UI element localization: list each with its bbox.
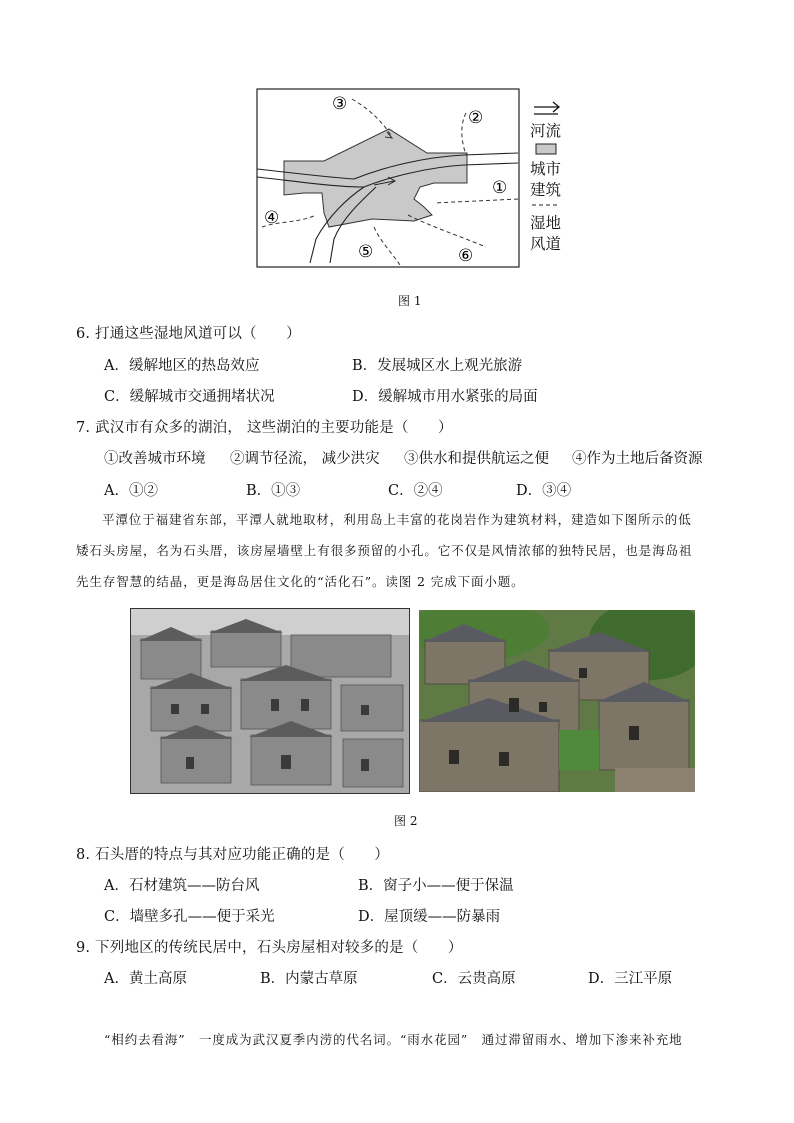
legend-building-icon xyxy=(536,144,556,154)
q6-option-d: D．缓解城市用水紧张的局面 xyxy=(352,389,538,405)
figure2-caption: 图 2 xyxy=(394,814,418,828)
wind-label-3: ③ xyxy=(332,94,348,114)
q7-option-b: B．①③ xyxy=(246,483,301,499)
wind-label-2: ② xyxy=(468,108,484,128)
passage-stone-houses: 平潭位于福建省东部，平潭人就地取材，利用岛上丰富的花岗岩作为建筑材料，建造如下图所示的低 矮石头房屋，名为石头厝，该房屋墙壁上有很多预留的小孔。它不仅是风情浓郁的独特民居，也是海岛祖 先生存智慧的结晶，更是海岛居住文化的“活化石”。读图 2 完成下面小题。 xyxy=(76,512,693,589)
q9-option-a: A．黄土高原 xyxy=(104,971,187,987)
q6-option-c: C．缓解城市交通拥堵状况 xyxy=(104,389,275,405)
stone-house-photo-bw xyxy=(130,608,410,794)
q7-option-d: D．③④ xyxy=(516,483,572,499)
q8-option-d: D．屋顶缓——防暴雨 xyxy=(358,909,501,925)
q9-option-b: B．内蒙古草原 xyxy=(260,971,358,987)
wind-label-6: ⑥ xyxy=(458,246,474,266)
figure1-caption: 图 1 xyxy=(398,294,422,308)
q6-stem: 6. 打通这些湿地风道可以（ ） xyxy=(76,326,301,342)
q7-item-4: ④作为土地后备资源 xyxy=(572,451,703,467)
q8-option-c: C．墙壁多孔——便于采光 xyxy=(104,909,275,925)
q6-option-b: B．发展城区水上观光旅游 xyxy=(352,358,523,374)
q7-option-c: C．②④ xyxy=(388,483,443,499)
legend-building-label: 城市 建筑 xyxy=(530,160,562,199)
wind-label-4: ④ xyxy=(264,208,280,228)
stone-house-photo-color xyxy=(419,610,695,792)
q7-item-2: ②调节径流， 减少洪灾 xyxy=(230,451,380,467)
q9-stem: 9. 下列地区的传统民居中，石头房屋相对较多的是（ ） xyxy=(76,940,463,956)
q7-item-3: ③供水和提供航运之便 xyxy=(404,451,549,467)
legend-river-label: 河流 xyxy=(530,122,562,140)
passage-rain-garden: “相约去看海” 一度成为武汉夏季内涝的代名词。“雨水花园” 通过滞留雨水、增加下渗来补充地 xyxy=(104,1032,683,1047)
q7-option-a: A．①② xyxy=(104,483,158,499)
q7-item-1: ①改善城市环境 xyxy=(104,451,206,467)
q6-option-a: A．缓解地区的热岛效应 xyxy=(104,358,260,374)
wind-label-5: ⑤ xyxy=(358,242,374,262)
legend-wind-label: 湿地 风道 xyxy=(530,214,562,253)
wind-label-1: ① xyxy=(492,178,508,198)
figure1 xyxy=(254,87,574,269)
q9-option-d: D．三江平原 xyxy=(588,971,673,987)
q8-option-a: A．石材建筑——防台风 xyxy=(104,878,260,894)
q8-option-b: B．窗子小——便于保温 xyxy=(358,878,514,894)
wind-corridor-map xyxy=(254,87,574,269)
q8-stem: 8. 石头厝的特点与其对应功能正确的是（ ） xyxy=(76,847,390,863)
q7-stem: 7. 武汉市有众多的湖泊， 这些湖泊的主要功能是（ ） xyxy=(76,420,453,436)
legend-river-icon xyxy=(534,102,559,114)
q9-option-c: C．云贵高原 xyxy=(432,971,516,987)
